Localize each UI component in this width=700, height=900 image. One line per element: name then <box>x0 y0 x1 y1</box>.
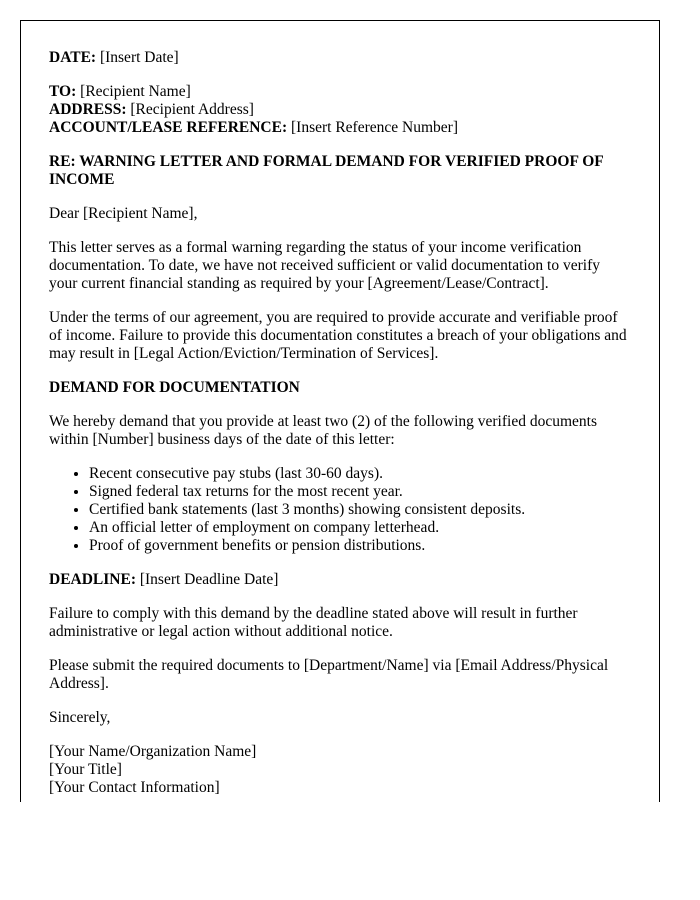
deadline-label: DEADLINE: <box>49 571 136 588</box>
signature-contact: [Your Contact Information] <box>49 779 220 796</box>
paragraph-warning: This letter serves as a formal warning regarding the status of your income verification documentation. To date, we have not received sufficient or valid documentation to verify your current financial standing as required by your [Agreement/Lease/Contract]. <box>49 239 600 292</box>
date-value: [Insert Date] <box>99 49 179 66</box>
date-label: DATE: <box>49 49 97 66</box>
demand-intro: We hereby demand that you provide at least two (2) of the following verified documents within [Number] business days of the date of this letter: <box>49 413 597 448</box>
address-line <box>49 101 631 119</box>
reference-label: ACCOUNT/LEASE REFERENCE: <box>49 119 288 136</box>
deadline-value: [Insert Deadline Date] <box>139 571 279 588</box>
letter-page <box>20 20 660 802</box>
document-list <box>49 465 631 555</box>
to-value: [Recipient Name] <box>80 83 191 100</box>
list-item: • Signed federal tax returns for the most recent year. <box>89 483 631 501</box>
recipient-block <box>49 83 631 137</box>
signature-title: [Your Title] <box>49 761 122 778</box>
paragraph-submission: Please submit the required documents to [Department/Name] via [Email Address/Physical Address]. <box>49 657 609 692</box>
list-item: • Recent consecutive pay stubs (last 30-60 days). <box>89 465 631 483</box>
signature-block <box>49 743 631 797</box>
subject-line: RE: WARNING LETTER AND FORMAL DEMAND FOR VERIFIED PROOF OF INCOME <box>49 153 604 188</box>
list-item: • Certified bank statements (last 3 months) showing consistent deposits. <box>89 501 631 519</box>
paragraph-terms: Under the terms of our agreement, you are required to provide accurate and verifiable proof of income. Failure to provide this documentation constitutes a breach of your obligations and may result in [Legal Action/Eviction/Termination of Services]. <box>49 309 627 362</box>
reference-line <box>49 119 631 137</box>
list-item: • An official letter of employment on company letterhead. <box>89 519 631 537</box>
date-line <box>49 49 631 67</box>
signature-name: [Your Name/Organization Name] <box>49 743 257 760</box>
to-line <box>49 83 631 101</box>
demand-heading: DEMAND FOR DOCUMENTATION <box>49 379 300 396</box>
paragraph-consequence: Failure to comply with this demand by the deadline stated above will result in further administrative or legal action without additional notice. <box>49 605 578 640</box>
address-label: ADDRESS: <box>49 101 127 118</box>
list-item: • Proof of government benefits or pension distributions. <box>89 537 631 555</box>
closing: Sincerely, <box>49 709 111 726</box>
address-value: [Recipient Address] <box>130 101 254 118</box>
salutation: Dear [Recipient Name], <box>49 205 198 222</box>
reference-value: [Insert Reference Number] <box>291 119 458 136</box>
deadline-line <box>49 571 631 589</box>
to-label: TO: <box>49 83 77 100</box>
